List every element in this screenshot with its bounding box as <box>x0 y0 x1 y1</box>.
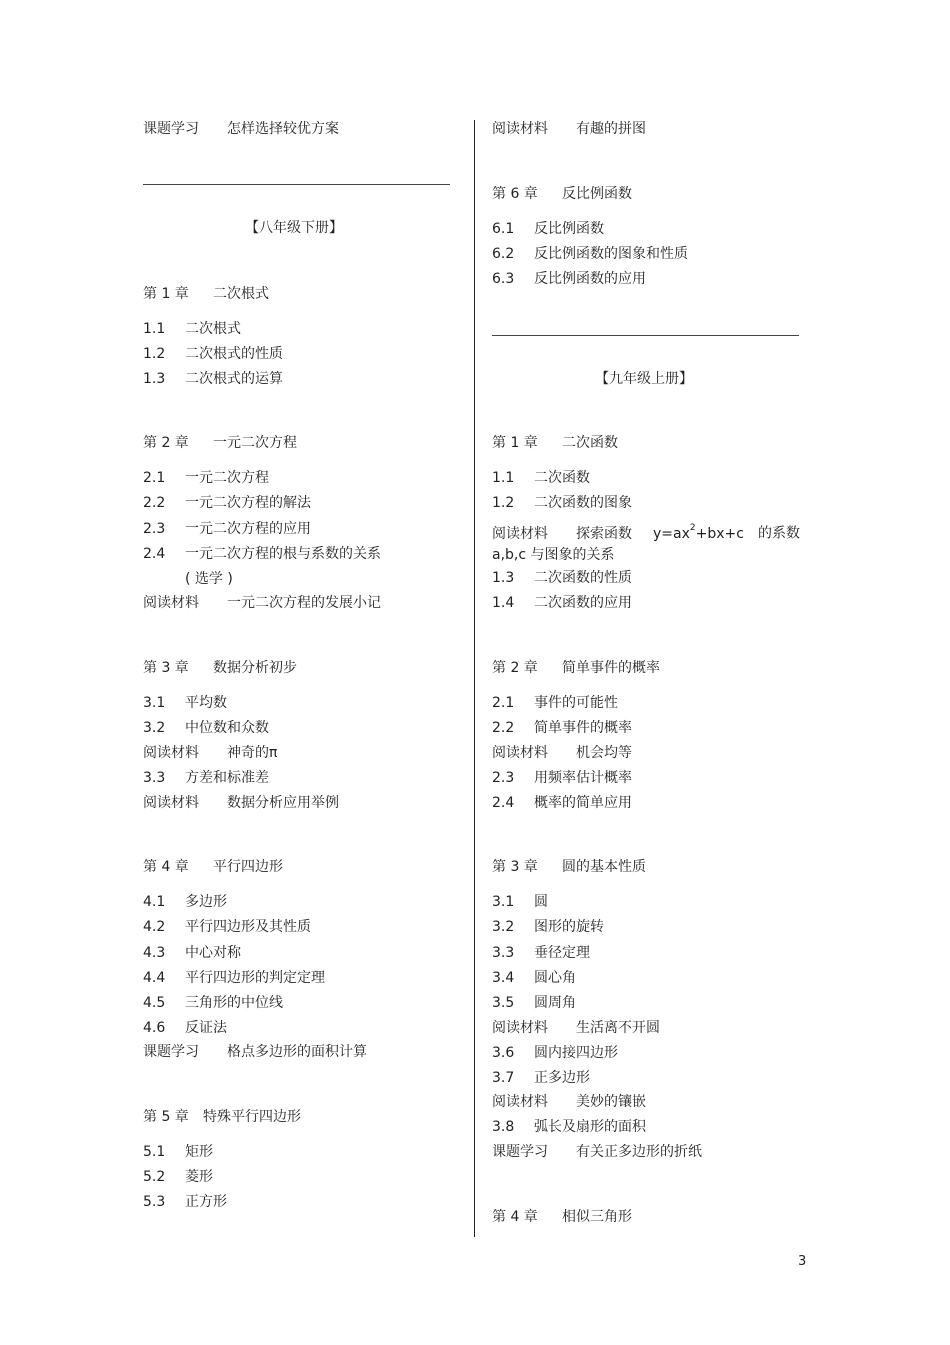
page-number: 3 <box>798 1254 807 1269</box>
toc-entry: 阅读材料 机会均等 <box>492 745 632 761</box>
grade-heading: 【九年级上册】 <box>595 371 693 387</box>
divider <box>492 335 799 336</box>
toc-entry: 3.2 图形的旋转 <box>492 919 604 935</box>
toc-entry: 3.5 圆周角 <box>492 995 576 1011</box>
toc-entry: 6.3 反比例函数的应用 <box>492 271 646 287</box>
toc-entry: 2.1 一元二次方程 <box>143 470 269 486</box>
toc-entry: 课题学习 怎样选择较优方案 <box>143 121 339 137</box>
toc-entry: 6.1 反比例函数 <box>492 221 604 237</box>
toc-entry: 2.2 简单事件的概率 <box>492 720 632 736</box>
toc-entry: 1.2 二次函数的图象 <box>492 495 632 511</box>
toc-entry: 1.4 二次函数的应用 <box>492 595 632 611</box>
toc-entry: 2.3 用频率估计概率 <box>492 770 632 786</box>
toc-entry: 5.2 菱形 <box>143 1169 213 1185</box>
toc-entry: 4.5 三角形的中位线 <box>143 995 283 1011</box>
chapter-heading: 第 5 章 特殊平行四边形 <box>143 1109 301 1125</box>
toc-entry: 阅读材料 探索函数 $y=ax^2+bx+c$ 的系数 <box>492 523 800 542</box>
toc-entry: 阅读材料 有趣的拼图 <box>492 121 646 137</box>
toc-entry: 1.3 二次根式的运算 <box>143 371 283 387</box>
chapter-heading: 第 6 章 反比例函数 <box>492 186 632 202</box>
toc-entry: 3.7 正多边形 <box>492 1070 590 1086</box>
toc-entry: 阅读材料 美妙的镶嵌 <box>492 1094 646 1110</box>
toc-entry: 3.1 平均数 <box>143 695 227 711</box>
chapter-heading: 第 2 章 一元二次方程 <box>143 435 297 451</box>
chapter-heading: 第 3 章 数据分析初步 <box>143 660 297 676</box>
formula: $y=ax^2+bx+c$ <box>653 523 744 542</box>
toc-entry: 阅读材料 数据分析应用举例 <box>143 795 339 811</box>
toc-entry: 1.2 二次根式的性质 <box>143 346 283 362</box>
toc-entry: 阅读材料 神奇的π <box>143 745 278 761</box>
toc-entry: 3.2 中位数和众数 <box>143 720 269 736</box>
toc-entry: 4.6 反证法 <box>143 1020 227 1036</box>
toc-entry: 4.3 中心对称 <box>143 945 241 961</box>
toc-entry: 3.8 弧长及扇形的面积 <box>492 1119 646 1135</box>
column-divider <box>474 120 475 1237</box>
toc-entry: 2.3 一元二次方程的应用 <box>143 521 311 537</box>
chapter-heading: 第 1 章 二次函数 <box>492 435 618 451</box>
chapter-heading: 第 1 章 二次根式 <box>143 286 269 302</box>
toc-entry: 课题学习 格点多边形的面积计算 <box>143 1044 367 1060</box>
toc-entry: 6.2 反比例函数的图象和性质 <box>492 246 688 262</box>
toc-entry: 1.1 二次函数 <box>492 470 590 486</box>
grade-heading: 【八年级下册】 <box>245 220 343 236</box>
toc-entry: 3.1 圆 <box>492 894 548 910</box>
toc-entry: 课题学习 有关正多边形的折纸 <box>492 1144 702 1160</box>
toc-entry: 阅读材料 一元二次方程的发展小记 <box>143 595 381 611</box>
toc-entry: 2.4 一元二次方程的根与系数的关系 <box>143 546 381 562</box>
toc-entry: 2.2 一元二次方程的解法 <box>143 495 311 511</box>
toc-entry: 3.3 方差和标准差 <box>143 770 269 786</box>
toc-entry: 1.1 二次根式 <box>143 321 241 337</box>
toc-entry: 4.2 平行四边形及其性质 <box>143 919 311 935</box>
toc-entry: 2.1 事件的可能性 <box>492 695 618 711</box>
chapter-heading: 第 4 章 平行四边形 <box>143 859 283 875</box>
toc-entry: 3.3 垂径定理 <box>492 945 590 961</box>
chapter-heading: 第 2 章 简单事件的概率 <box>492 660 660 676</box>
toc-entry-continuation: a,b,c 与图象的关系 <box>492 547 615 563</box>
toc-entry: 阅读材料 生活离不开圆 <box>492 1020 660 1036</box>
toc-entry: 5.1 矩形 <box>143 1144 213 1160</box>
toc-entry: 2.4 概率的简单应用 <box>492 795 632 811</box>
toc-entry: 5.3 正方形 <box>143 1194 227 1210</box>
chapter-heading: 第 3 章 圆的基本性质 <box>492 859 646 875</box>
toc-entry: 4.4 平行四边形的判定定理 <box>143 970 325 986</box>
chapter-heading: 第 4 章 相似三角形 <box>492 1209 632 1225</box>
toc-entry: 3.4 圆心角 <box>492 970 576 986</box>
toc-entry: 4.1 多边形 <box>143 894 227 910</box>
toc-entry: 3.6 圆内接四边形 <box>492 1045 618 1061</box>
toc-entry-continuation: ( 选学 ) <box>185 571 233 587</box>
toc-entry: 1.3 二次函数的性质 <box>492 570 632 586</box>
divider <box>143 184 450 185</box>
